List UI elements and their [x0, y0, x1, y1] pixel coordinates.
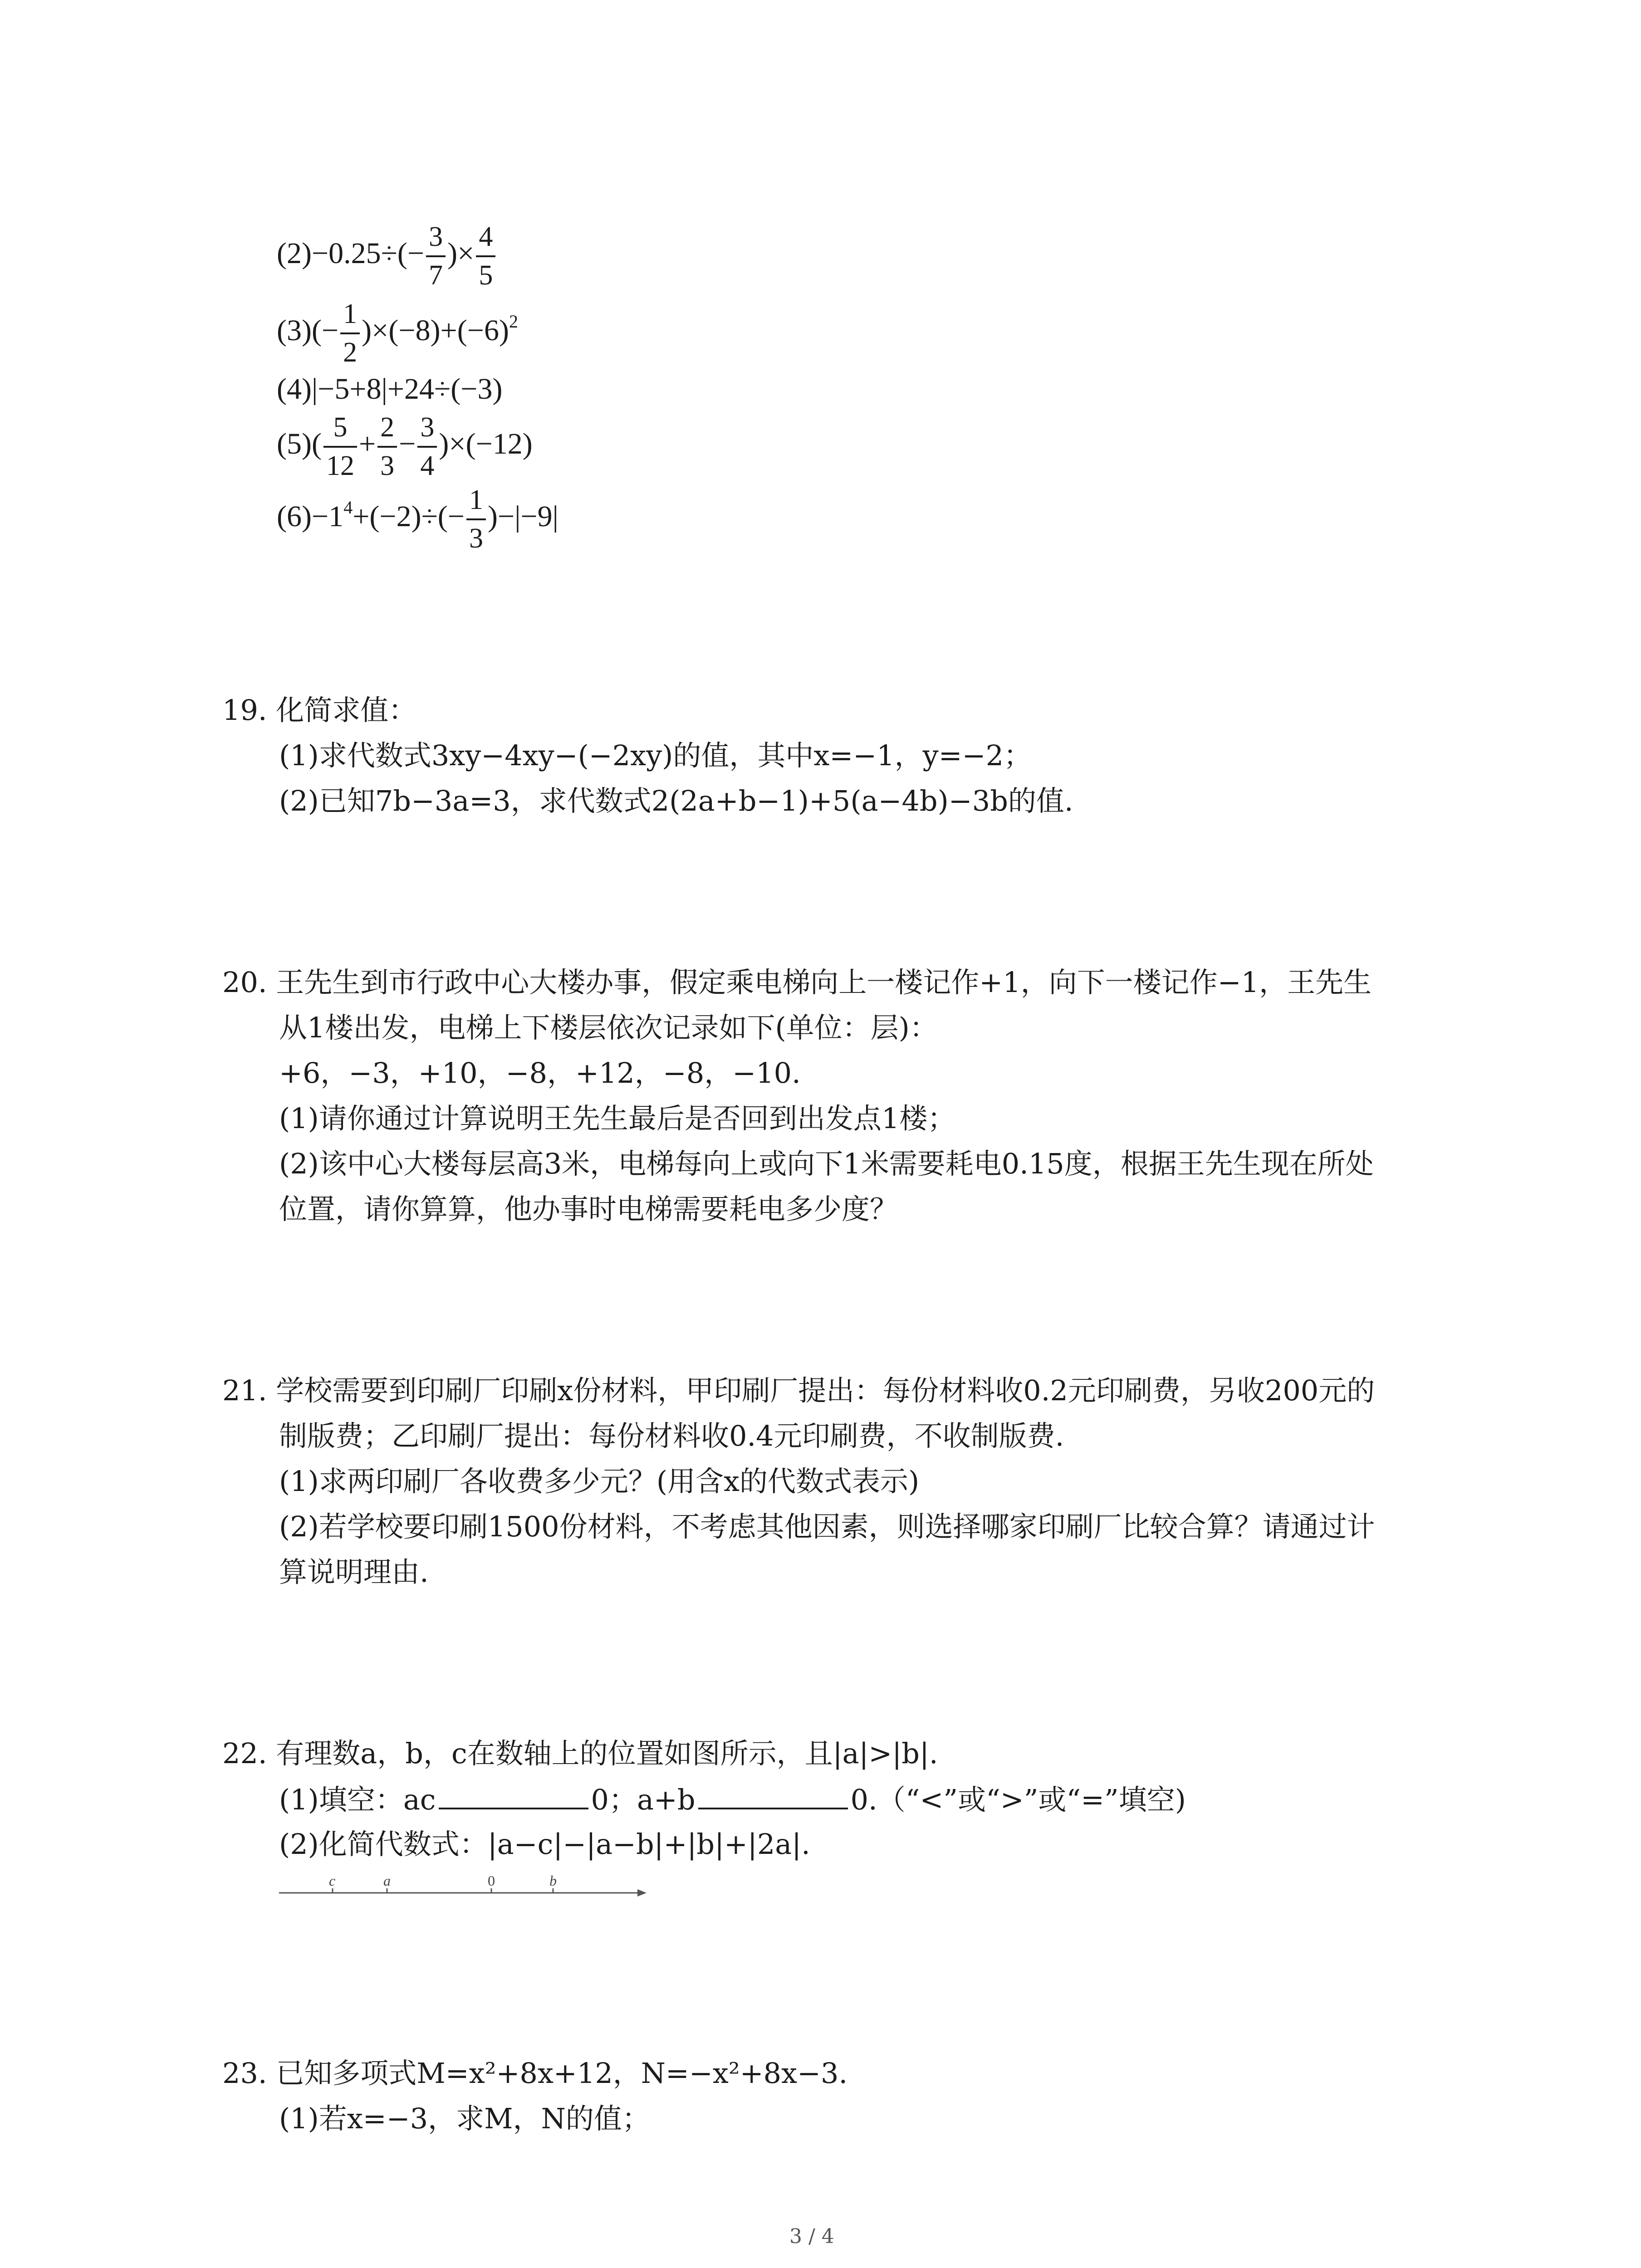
q18-p5-prefix: (5)( [277, 427, 322, 461]
q22-line3: (2)化简代数式：|a−c|−|a−b|+|b|+|2a|. [279, 1828, 810, 1861]
q22-line2 [279, 1785, 1186, 1814]
exponent: 4 [343, 497, 353, 518]
exponent: 2 [509, 311, 518, 332]
label-zero: 0 [488, 1872, 495, 1889]
q20-line5: (2)该中心大楼每层高3米，电梯每向上或向下1米需要耗电0.15度，根据王先生现在所处 [279, 1147, 1374, 1180]
label-c: c [329, 1872, 336, 1889]
q18-part3 [277, 299, 518, 367]
q20-line1: 20. 王先生到市行政中心大楼办事，假定乘电梯向上一楼记作+1，向下一楼记作−1，王先生 [222, 966, 1372, 999]
q22-fill-instruction: 0.（“<”或“>”或“=”填空) [850, 1783, 1186, 1816]
answer-blank-ac[interactable] [439, 1785, 588, 1809]
q18-p6-mid: +(−2)÷(− [353, 500, 465, 533]
fraction-5-12: $\frac{5}{12}$ [323, 413, 357, 481]
q21-line1: 21. 学校需要到印刷厂印刷x份材料，甲印刷厂提出：每份材料收0.2元印刷费，另收200元的 [222, 1374, 1375, 1407]
axis-arrow-icon [637, 1889, 647, 1897]
q22-fill-label: (1)填空：ac [279, 1783, 436, 1816]
q19-part1: (1)求代数式3xy−4xy−(−2xy)的值，其中x=−1，y=−2； [279, 739, 1032, 772]
fraction-4-5: $\frac{4}{5}$ [476, 222, 495, 290]
label-b: b [549, 1872, 557, 1889]
q18-p2-prefix: (2)−0.25÷(− [277, 237, 425, 270]
q18-p6-post: )−|−9| [488, 500, 558, 533]
fraction-1-2: $\frac{1}{2}$ [340, 299, 360, 367]
answer-blank-a-plus-b[interactable] [698, 1785, 848, 1809]
q18-p6-prefix: (6)−1 [277, 500, 344, 533]
q23-line1: 23. 已知多项式M=x²+8x+12，N=−x²+8x−3. [222, 2057, 848, 2090]
q18-part2 [277, 222, 497, 290]
q21-line2: 制版费；乙印刷厂提出：每份材料收0.4元印刷费，不收制版费. [279, 1419, 1064, 1452]
q20-line3: +6，−3，+10，−8，+12，−8，−10. [279, 1056, 801, 1090]
minus-sign: − [399, 427, 416, 461]
label-a: a [383, 1872, 391, 1889]
q19-title: 19. 化简求值： [222, 694, 417, 727]
q22-line1: 22. 有理数a，b，c在数轴上的位置如图所示，且|a|>|b|. [222, 1737, 938, 1770]
number-line-figure [279, 1871, 651, 1912]
fraction-3-4: $\frac{3}{4}$ [417, 413, 437, 481]
fraction-1-3: $\frac{1}{3}$ [466, 485, 486, 553]
q23-line2: (1)若x=−3，求M，N的值； [279, 2102, 650, 2135]
q22-fill-mid: 0；a+b [591, 1783, 696, 1816]
q18-part6 [277, 485, 558, 553]
q18-p2-mid: )× [447, 237, 475, 270]
q18-p3-prefix: (3)(− [277, 314, 339, 347]
q20-line6: 位置，请你算算，他办事时电梯需要耗电多少度？ [279, 1193, 898, 1226]
q20-line2: 从1楼出发，电梯上下楼层依次记录如下(单位：层)： [279, 1011, 938, 1044]
page-number: 3 / 4 [789, 2225, 834, 2248]
q18-part5 [277, 413, 533, 481]
q18-p3-post: )×(−8)+(−6) [362, 314, 509, 347]
q18-part4: (4)|−5+8|+24÷(−3) [277, 372, 503, 406]
plus-sign: + [358, 427, 376, 461]
fraction-3-7: $\frac{3}{7}$ [426, 222, 446, 290]
q21-line4: (2)若学校要印刷1500份材料，不考虑其他因素，则选择哪家印刷厂比较合算？请通过计 [279, 1510, 1375, 1543]
q19-part2: (2)已知7b−3a=3，求代数式2(2a+b−1)+5(a−4b)−3b的值. [279, 784, 1073, 817]
q21-line3: (1)求两印刷厂各收费多少元？(用含x的代数式表示) [279, 1465, 920, 1498]
q21-line5: 算说明理由. [279, 1555, 429, 1589]
q20-line4: (1)请你通过计算说明王先生最后是否回到出发点1楼； [279, 1102, 956, 1135]
fraction-2-3: $\frac{2}{3}$ [377, 413, 397, 481]
q18-p5-post: )×(−12) [439, 427, 533, 461]
